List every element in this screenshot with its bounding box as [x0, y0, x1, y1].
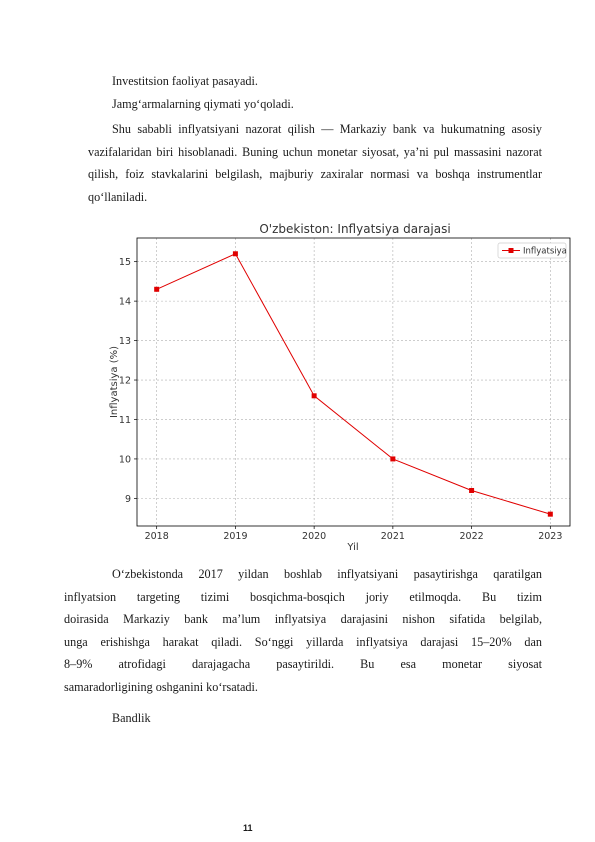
paragraph-line: 8–9% atrofidagi darajagacha pasaytirildi. Bu esa monetar siyosat	[64, 657, 542, 672]
page-number: 11	[243, 823, 253, 833]
y-axis-title: Inflyatsiya (%)	[109, 345, 120, 419]
legend-label: Inflyatsiya	[523, 246, 567, 257]
x-axis-title: Yil	[347, 542, 359, 553]
chart-title: O'zbekiston: Inflyatsiya darajasi	[259, 222, 451, 236]
data-point	[469, 488, 474, 493]
legend-marker-swatch	[509, 248, 514, 253]
y-tick-label: 10	[118, 454, 131, 466]
paragraph-line: inflyatsion targeting tizimi bosqichma-bosqich joriy etilmoqda. Bu tizim	[64, 589, 542, 604]
y-tick-label: 13	[118, 336, 131, 348]
paragraph-targeting	[64, 563, 542, 699]
y-tick-label: 12	[118, 375, 131, 387]
x-tick-label: 2020	[302, 531, 327, 542]
x-tick-label: 2019	[223, 531, 248, 542]
y-axis-ticks	[119, 257, 137, 505]
data-point	[548, 512, 553, 517]
chart-legend	[498, 243, 567, 258]
paragraph-jamgarmalar: Jamg‘armalarning qiymati yo‘qoladi.	[112, 97, 294, 111]
section-heading-bandlik: Bandlik	[112, 711, 151, 725]
y-tick-label: 14	[118, 296, 131, 308]
paragraph-line: doirasida Markaziy bank ma’lum inflyatsiya darajasini nishon sifatida belgilab,	[64, 612, 542, 627]
x-tick-label: 2021	[380, 531, 405, 542]
paragraph-line: samaradorligining oshganini ko‘rsatadi.	[64, 679, 258, 694]
inflation-line-chart	[100, 216, 580, 556]
y-tick-label: 15	[118, 257, 131, 269]
y-tick-label: 9	[124, 493, 131, 505]
data-point	[233, 251, 238, 256]
paragraph-inflyatsiya-nazorat: Shu sababli inflyatsiyani nazorat qilish — Markaziy bank va hukumatning asosiy vazifalaridan biri hisoblanadi. Buning uchun monetar siyosat, ya’ni pul massasini nazorat qilish, foiz stavkalarini belgilash, majburiy zaxiralar normasi va boshqa instrumentlar qo‘llaniladi.	[88, 122, 542, 204]
paragraph-investitsion: Investitsion faoliyat pasayadi.	[112, 74, 258, 88]
x-tick-label: 2018	[144, 531, 169, 542]
y-tick-label: 11	[118, 414, 131, 426]
chart-grid	[137, 238, 570, 526]
data-point	[312, 393, 317, 398]
x-axis-ticks	[145, 526, 563, 542]
chart-series	[154, 251, 553, 516]
data-point	[154, 287, 159, 292]
x-tick-label: 2022	[459, 531, 484, 542]
data-point	[390, 456, 395, 461]
x-tick-label: 2023	[538, 531, 563, 542]
plot-frame	[137, 238, 570, 526]
paragraph-line: unga erishishga harakat qiladi. So‘nggi yillarda inflyatsiya darajasi 15–20% dan	[64, 634, 542, 649]
paragraph-line: O‘zbekistonda 2017 yildan boshlab inflyatsiyani pasaytirishga qaratilgan	[112, 567, 542, 581]
series-line-inflyatsiya	[157, 254, 551, 514]
